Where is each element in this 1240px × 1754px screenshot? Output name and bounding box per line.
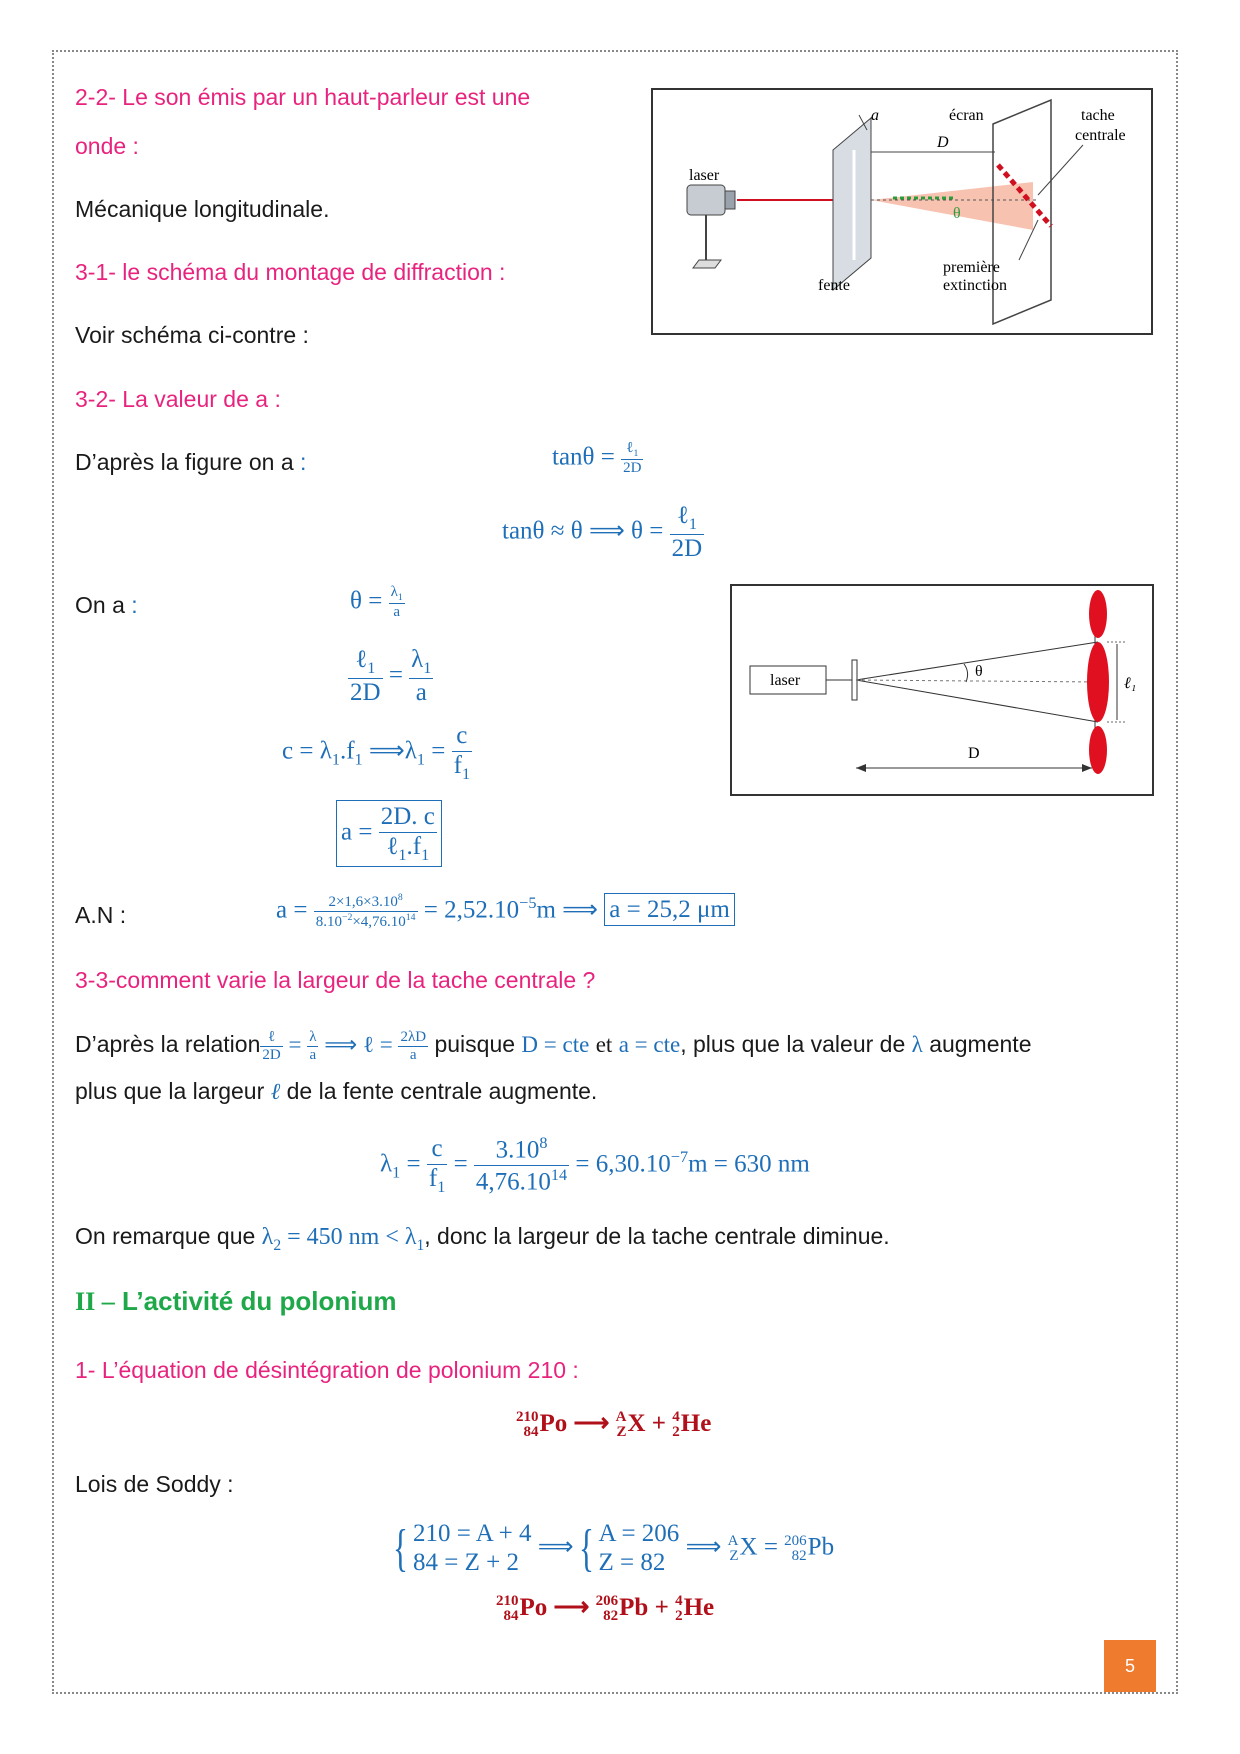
lambda-inline: λ xyxy=(911,1032,923,1057)
sub-1: 1 xyxy=(331,750,340,769)
laser-nozzle xyxy=(725,191,735,209)
frac-lambda1-a-small: $\frac{\lambda_1}{a}$ xyxy=(390,584,403,621)
he-symbol: He xyxy=(683,1594,715,1621)
eq-sign: = xyxy=(388,661,403,689)
frac-num: λ xyxy=(307,1029,318,1047)
l1-symbol: ℓ xyxy=(676,502,689,529)
atomic-number: 84 xyxy=(503,1608,519,1625)
l1-symbol: ℓ xyxy=(355,646,368,673)
eq-small-angle xyxy=(502,502,704,563)
frac-num: 3.10 xyxy=(495,1136,540,1164)
implies: ⟹ xyxy=(537,1533,574,1561)
relation-text-d: augmente xyxy=(929,1031,1032,1057)
sub-1: 1 xyxy=(392,1163,401,1182)
fringe-top xyxy=(1089,590,1107,638)
diffraction-setup-figure xyxy=(651,88,1153,335)
frac-lambda-a xyxy=(307,1029,318,1065)
label-laser: laser xyxy=(689,167,720,184)
implies: ⟹ xyxy=(685,1533,722,1561)
label-theta: θ xyxy=(953,205,961,222)
heading-part2-q1: 1- L’équation de désintégration de polonium 210 : xyxy=(75,1357,579,1383)
eq: = xyxy=(453,1150,468,1178)
atomic-number: Z xyxy=(729,1547,739,1564)
eq: = xyxy=(763,1533,778,1561)
a-eq: a = xyxy=(341,818,373,846)
label-laser-2: laser xyxy=(770,672,801,689)
frac-lambda1-a: $\frac{\lambda_1}{a}$ xyxy=(411,646,432,706)
section-roman: II – xyxy=(75,1287,115,1316)
figure-intro-colon: : xyxy=(300,449,307,475)
axis-2 xyxy=(856,680,1098,682)
remark-line xyxy=(75,1223,890,1255)
f-symbol: f xyxy=(453,751,462,779)
page-number-badge: 5 xyxy=(1104,1640,1156,1692)
x-symbol: X xyxy=(627,1410,646,1437)
pb-nuclide xyxy=(784,1534,807,1564)
label-fente: fente xyxy=(818,277,850,294)
label-D: D xyxy=(937,134,949,151)
remark-text-b: , donc la largeur de la tache centrale diminue. xyxy=(424,1223,890,1249)
label-premiere: première xyxy=(943,259,1000,276)
on-a-text: On a xyxy=(75,592,125,618)
D-arrow-right xyxy=(1082,764,1092,772)
an-num-exp: 8 xyxy=(397,892,403,903)
implies-l: ⟹ ℓ = xyxy=(324,1032,393,1057)
frac-den: 2D xyxy=(671,534,703,562)
an-num: 2×1,6×3.10 xyxy=(328,894,398,910)
frac-c-f1: $\frac{c}{f_1}$ xyxy=(453,722,471,783)
heading-3-3: 3-3-comment varie la largeur de la tache centrale ? xyxy=(75,967,596,993)
sub-2: 2 xyxy=(273,1236,282,1254)
c-eq: c = λ xyxy=(282,737,332,765)
label-l1: ℓ₁ xyxy=(1124,675,1137,692)
mass-number: 210 xyxy=(496,1593,519,1610)
mass-number: 206 xyxy=(784,1532,807,1549)
sys2a: A = 206 xyxy=(598,1520,680,1547)
frac-den: 2D xyxy=(262,1047,281,1064)
atomic-number: 2 xyxy=(675,1608,683,1625)
answer-3-1: Voir schéma ci-contre : xyxy=(75,322,309,348)
result-exp: −7 xyxy=(670,1147,689,1166)
sys2b: Z = 82 xyxy=(598,1548,666,1576)
atomic-number: 82 xyxy=(603,1608,619,1625)
atomic-number: 84 xyxy=(523,1424,539,1441)
label-ecran: écran xyxy=(949,107,984,124)
relation2-text-b: de la fente centrale augmente. xyxy=(286,1078,598,1104)
sub-1: 1 xyxy=(416,1236,425,1254)
mass-number: 4 xyxy=(672,1409,680,1426)
frac-2Dc-l1f1: $\frac{2D. c}{\ell_1.f_1}$ xyxy=(380,803,435,864)
diffraction-geometry-svg xyxy=(732,586,1152,794)
an-den-exp2: 14 xyxy=(405,912,416,924)
eq-a-boxed xyxy=(336,800,442,867)
frac-c-f1-b: $\frac{c}{f_1}$ xyxy=(428,1134,446,1196)
mass-number: 210 xyxy=(516,1409,539,1426)
figure-intro-text: D’après la figure on a xyxy=(75,449,294,475)
an-den-exp1: −2 xyxy=(341,912,353,924)
po-nuclide xyxy=(516,1410,539,1440)
implies-lambda: ⟹λ xyxy=(362,737,417,765)
eq-sign: = xyxy=(431,737,446,765)
system-1 xyxy=(413,1520,532,1578)
po-symbol: Po xyxy=(539,1410,568,1437)
an-result-unit: m ⟹ xyxy=(536,896,598,924)
plus: + xyxy=(654,1594,669,1621)
eq-theta-lambda-a xyxy=(350,584,405,621)
eq-decay-general xyxy=(516,1408,711,1440)
he-nuclide xyxy=(672,1410,680,1440)
laser-body xyxy=(687,185,725,215)
heading-3-2: 3-2- La valeur de a : xyxy=(75,386,281,412)
soddy-system xyxy=(388,1520,834,1578)
remark-mid: = 450 nm < λ xyxy=(281,1224,417,1250)
figure-intro xyxy=(75,449,306,476)
arrow: ⟶ xyxy=(573,1410,610,1437)
arrow: ⟶ xyxy=(553,1594,590,1621)
diffraction-cone xyxy=(871,182,1033,230)
label-a: a xyxy=(871,107,879,124)
mass-number: 4 xyxy=(675,1593,683,1610)
f-symbol: f xyxy=(428,1164,438,1192)
eq-c-lambda-f xyxy=(282,722,472,783)
l1-symbol: ℓ xyxy=(386,832,399,860)
pb-symbol: Pb xyxy=(807,1533,835,1561)
atomic-number: 2 xyxy=(672,1424,680,1441)
ray-bottom xyxy=(856,680,1098,722)
section-title: L’activité du polonium xyxy=(121,1286,397,1316)
theta-eq: θ = xyxy=(350,587,383,615)
frac-l1-2D: $\frac{\ell_1}{2D}$ xyxy=(671,502,703,562)
answer-2-2: Mécanique longitudinale. xyxy=(75,196,330,222)
slit-plate xyxy=(833,118,871,290)
frac-den: 2D xyxy=(350,678,381,706)
an-result-exp: −5 xyxy=(519,894,537,913)
x-nuclide-2 xyxy=(728,1534,739,1564)
he-symbol: He xyxy=(680,1410,712,1437)
label-centrale: centrale xyxy=(1075,127,1126,144)
label-tache: tache xyxy=(1081,107,1115,124)
atomic-number: Z xyxy=(616,1424,627,1441)
he-nuclide-2 xyxy=(675,1594,683,1624)
on-a-colon: : xyxy=(131,592,138,618)
frac-l1-2D-b: $\frac{\ell_1}{2D}$ xyxy=(350,646,381,706)
relation-text-b: puisque xyxy=(434,1031,516,1057)
soddy-label: Lois de Soddy : xyxy=(75,1471,234,1497)
frac-2lambdaD-a xyxy=(398,1029,428,1065)
heading-2-2-cont: onde : xyxy=(75,133,139,159)
sub-1: 1 xyxy=(354,750,363,769)
fringe-central xyxy=(1087,642,1109,722)
boxed-formula xyxy=(336,800,442,867)
den-exp: 14 xyxy=(550,1166,568,1185)
label-D-2: D xyxy=(968,745,980,762)
an-den2: ×4,76.10 xyxy=(352,914,406,931)
relation-line xyxy=(75,1024,1032,1065)
eq-tan-theta xyxy=(552,440,643,477)
tache-pointer xyxy=(1038,145,1083,195)
frac-den: a xyxy=(415,678,427,706)
diffraction-setup-svg xyxy=(653,90,1151,333)
relation-text-a: D’après la relation xyxy=(75,1031,261,1057)
frac-num: c xyxy=(427,1135,447,1165)
lambda-symbol: λ xyxy=(261,1224,274,1250)
result: = 6,30.10 xyxy=(575,1150,671,1178)
sys1b: 84 = Z + 2 xyxy=(412,1548,519,1576)
eq-lambda1-value xyxy=(380,1134,810,1197)
dot-f: .f xyxy=(339,737,355,765)
label-theta-2: θ xyxy=(975,663,983,680)
frac-num: c xyxy=(452,722,472,752)
relation-text-c: , plus que la valeur de xyxy=(680,1031,906,1057)
remark-text-a: On remarque que xyxy=(75,1223,256,1249)
x-nuclide xyxy=(616,1410,627,1440)
mass-number: A xyxy=(615,1409,627,1426)
relation-et: et xyxy=(595,1032,613,1057)
mass-number: A xyxy=(727,1532,739,1549)
approx-text: tanθ ≈ θ ⟹ θ = xyxy=(502,517,664,545)
remark-math xyxy=(261,1224,425,1254)
tan-lhs: tanθ = xyxy=(552,443,615,471)
D-cte: D = cte xyxy=(521,1032,590,1057)
frac-num: ℓ xyxy=(260,1029,282,1047)
theta-arc xyxy=(964,664,968,682)
frac-values xyxy=(474,1134,569,1197)
frac-l-2D xyxy=(260,1029,282,1065)
frac-den: a xyxy=(409,1047,417,1064)
l1-symbol: ℓ xyxy=(626,440,634,456)
fringe-bottom xyxy=(1089,726,1107,774)
result-2: m = 630 nm xyxy=(688,1150,810,1178)
label-extinction: extinction xyxy=(943,277,1007,294)
eq-l1-lambda1 xyxy=(348,646,433,707)
frac-num: 2λD xyxy=(398,1029,428,1047)
section-title-part-2 xyxy=(75,1286,396,1317)
lambda-symbol: λ xyxy=(411,646,424,673)
pb-nuclide-2 xyxy=(596,1594,619,1624)
on-a xyxy=(75,592,138,619)
heading-3-1: 3-1- le schéma du montage de diffraction : xyxy=(75,259,506,285)
brace-1: { xyxy=(392,1519,408,1577)
lambda-symbol: λ xyxy=(380,1150,393,1178)
heading-2-2: 2-2- Le son émis par un haut-parleur est une xyxy=(75,84,531,110)
eq: = xyxy=(406,1150,421,1178)
num-exp: 8 xyxy=(539,1134,548,1152)
an-result: = 2,52.10 xyxy=(423,896,520,924)
l-inline: ℓ xyxy=(270,1079,281,1104)
sys1a: 210 = A + 4 xyxy=(412,1520,532,1547)
po-nuclide-2 xyxy=(496,1594,519,1624)
a-cte: a = cte xyxy=(618,1032,681,1057)
frac-an xyxy=(314,892,418,932)
sub-1: 1 xyxy=(416,750,425,769)
frac-den: 2D xyxy=(623,460,642,477)
system-2 xyxy=(599,1520,680,1578)
pb-symbol: Pb xyxy=(619,1594,649,1621)
eq-decay-final xyxy=(496,1592,714,1624)
frac-den: a xyxy=(393,604,400,621)
an-den1: 8.10 xyxy=(315,914,342,931)
mass-number: 206 xyxy=(595,1593,619,1610)
boxed-result: a = 25,2 μm xyxy=(604,893,735,926)
lambda-symbol: λ xyxy=(390,584,398,600)
atomic-number: 82 xyxy=(791,1547,807,1564)
relation-line-2 xyxy=(75,1078,597,1105)
a-eq: a = xyxy=(276,896,308,924)
po-symbol: Po xyxy=(519,1594,548,1621)
frac-den: a xyxy=(309,1047,317,1064)
eq: = xyxy=(288,1032,302,1057)
D-arrow-left xyxy=(856,764,866,772)
brace-2: { xyxy=(578,1519,594,1577)
laser-base xyxy=(693,260,721,268)
frac-den: 4,76.10 xyxy=(475,1168,551,1196)
x-symbol: X xyxy=(739,1533,758,1561)
dot-f: .f xyxy=(406,832,422,860)
frac-num: 2D. c xyxy=(379,803,437,833)
diffraction-geometry-figure xyxy=(730,584,1154,796)
relation2-text-a: plus que la largeur xyxy=(75,1078,265,1104)
an-label: A.N : xyxy=(75,902,127,928)
eq-numerical-application xyxy=(276,892,735,932)
frac-l1-2D-small: $\frac{\ell_1}{2D}$ xyxy=(623,440,642,477)
plus: + xyxy=(651,1410,667,1437)
